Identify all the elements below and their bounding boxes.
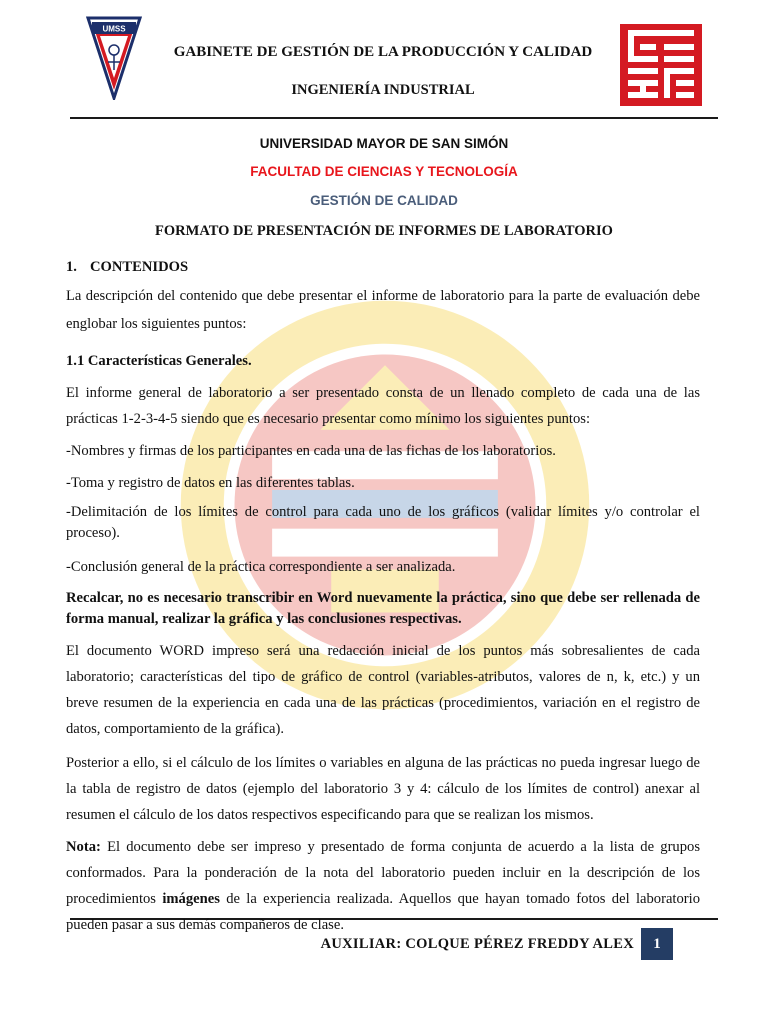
section-1-1-paragraph-1: El informe general de laboratorio a ser presentado consta de un llenado completo de cada una de las prácticas 1-2-3-4-5 siendo que es necesario presentar como mínimo los siguientes puntos: — [66, 385, 700, 427]
university-title: UNIVERSIDAD MAYOR DE SAN SIMÓN — [259, 136, 509, 151]
list-item: -Nombres y firmas de los participantes en cada una de las fichas de los laboratorios. — [66, 443, 556, 459]
header-subtitle: INGENIERÍA INDUSTRIAL — [291, 82, 475, 98]
faculty-emblem-logo — [620, 24, 702, 106]
section-1-1-heading: 1.1 Características Generales. — [66, 353, 252, 369]
note-bold-word: imágenes — [162, 891, 220, 907]
section-1-title: CONTENIDOS — [90, 259, 189, 275]
page-number-badge: 1 — [641, 928, 673, 960]
emphasis-paragraph: Recalcar, no es necesario transcribir en Word nuevamente la práctica, sino que debe ser rellenada de forma manual, realizar la gráfica y las conclusiones respectivas. — [66, 590, 700, 627]
section-1-intro: La descripción del contenido que debe presentar el informe de laboratorio para la parte de evaluación debe englobar los siguientes puntos: — [66, 288, 700, 332]
subject-title: GESTIÓN DE CALIDAD — [310, 193, 458, 208]
list-item: -Delimitación de los límites de control para cada uno de los gráficos (validar límites y/o controlar el proceso). — [66, 504, 700, 541]
header-divider — [70, 117, 718, 119]
umss-logo-text: UMSS — [102, 24, 126, 34]
note-paragraph — [66, 834, 700, 938]
note-text-2: de la experiencia realizada. Aquellos que hayan tomado fotos del laboratorio pueden pasar a sus demás compañeros de clase. — [66, 891, 700, 933]
document-title: FORMATO DE PRESENTACIÓN DE INFORMES DE LABORATORIO — [155, 223, 613, 239]
list-item: -Conclusión general de la práctica correspondiente a ser analizada. — [66, 559, 456, 575]
note-text-1: El documento debe ser impreso y presentado de forma conjunta de acuerdo a la lista de grupos conformados. Para la ponderación de la nota del laboratorio pueden incluir en la descripción de los procedimientos — [66, 839, 700, 907]
section-1-heading — [66, 254, 700, 280]
umss-shield-logo — [86, 12, 142, 100]
list-item: -Toma y registro de datos en las diferentes tablas. — [66, 475, 355, 491]
header-title: GABINETE DE GESTIÓN DE LA PRODUCCIÓN Y CALIDAD — [173, 44, 593, 60]
document-header — [0, 0, 768, 125]
footer-author: AUXILIAR: COLQUE PÉREZ FREDDY ALEX — [320, 936, 634, 952]
faculty-title: FACULTAD DE CIENCIAS Y TECNOLOGÍA — [250, 164, 518, 179]
section-1-1-paragraph-2: El documento WORD impreso será una redacción inicial de los puntos más sobresalientes de cada laboratorio; características del tipo de gráfico de control (variables-atributos, valores de n, k, etc.) y un breve resumen de la experiencia en cada una de las prácticas (procedimientos, variación en el registro de datos, comportamiento de la gráfica). — [66, 643, 700, 737]
document-body — [66, 254, 700, 938]
section-1-1-paragraph-3: Posterior a ello, si el cálculo de los límites o variables en alguna de las prácticas no pueda ingresar luego de la tabla de registro de datos (ejemplo del laboratorio 3 y 4: cálculo de los límites de control) anexar al resumen el cálculo de los datos respectivos especificando para que se realizan los mismos. — [66, 755, 700, 823]
section-1-number: 1. — [66, 259, 77, 275]
note-label: Nota: — [66, 839, 101, 855]
